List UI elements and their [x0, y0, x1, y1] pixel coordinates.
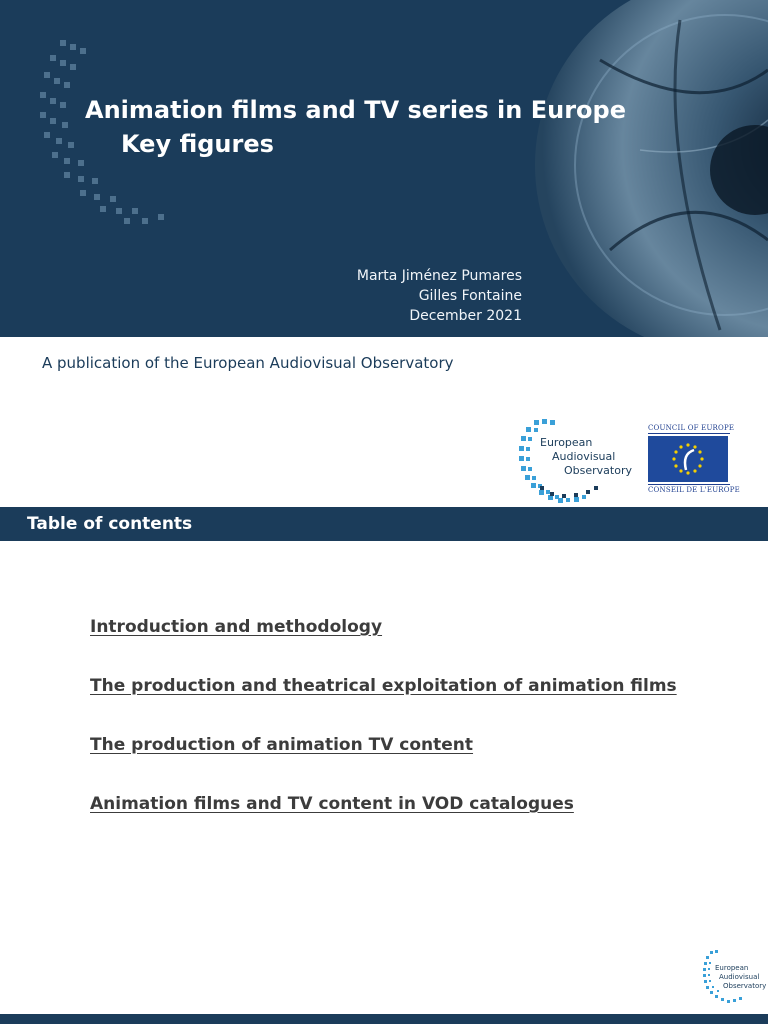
publication-note: A publication of the European Audiovisual Observatory [42, 354, 454, 372]
star-circle-icon [648, 436, 728, 482]
cover-title-line1: Animation films and TV series in Europe [85, 96, 626, 124]
logo-line: European [715, 964, 749, 972]
toc-title: Table of contents [27, 514, 193, 534]
logo-line: European [540, 436, 593, 449]
council-flag-icon [648, 436, 728, 482]
toc-item [90, 617, 677, 676]
toc-list [90, 617, 677, 853]
author-name: Gilles Fontaine [418, 288, 522, 304]
footer-bar [0, 1014, 768, 1024]
toc-link-vod-catalogues[interactable]: Animation films and TV content in VOD catalogues [90, 794, 574, 814]
council-of-europe-logo [648, 424, 740, 494]
logo-line: Audiovisual [719, 973, 760, 981]
council-logo-top-text: COUNCIL OF EUROPE [648, 424, 735, 432]
observatory-logo-text [540, 436, 632, 478]
logo-line: Observatory [564, 464, 632, 477]
cover-title [85, 93, 626, 161]
toc-item [90, 794, 677, 853]
toc-item [90, 735, 677, 794]
logo-line: Observatory [723, 982, 767, 990]
footer-logo-text [715, 964, 766, 991]
toc-link-animation-films[interactable]: The production and theatrical exploitation of animation films [90, 676, 677, 696]
toc-header-bar [0, 507, 768, 541]
cover-title-line2: Key figures [121, 130, 274, 158]
cover-banner [0, 0, 768, 337]
author-block [357, 266, 522, 326]
toc-link-introduction[interactable]: Introduction and methodology [90, 617, 383, 637]
council-logo-bottom-text: CONSEIL DE L'EUROPE [648, 486, 740, 494]
logo-line: Audiovisual [552, 450, 616, 463]
toc-item [90, 676, 677, 735]
publication-date: December 2021 [409, 308, 522, 324]
author-name: Marta Jiménez Pumares [356, 268, 522, 284]
toc-link-tv-content[interactable]: The production of animation TV content [90, 735, 474, 755]
